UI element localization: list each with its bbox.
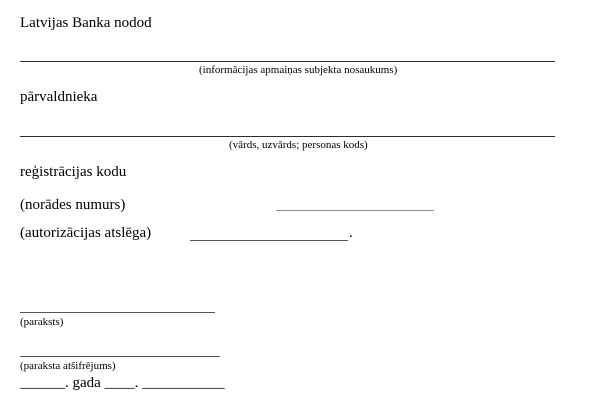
authorization-key-label: (autorizācijas atslēga)	[20, 225, 152, 241]
intro-text: Latvijas Banka nodod	[20, 15, 152, 31]
authorization-key-blank-line[interactable]	[190, 240, 348, 241]
registration-code-word: reģistrācijas kodu	[20, 164, 127, 180]
signature-transcript-blank-line[interactable]	[20, 356, 220, 357]
manager-word: pārvaldnieka	[20, 89, 98, 105]
authorization-key-terminator: .	[349, 225, 353, 241]
subject-name-blank-line[interactable]	[20, 61, 555, 62]
reference-number-label: (norādes numurs)	[20, 197, 126, 213]
signature-caption: (paraksts)	[20, 316, 64, 328]
person-name-caption: (vārds, uzvārds; personas kods)	[229, 139, 368, 151]
reference-number-blank-line[interactable]	[276, 210, 434, 211]
signature-blank-line[interactable]	[20, 312, 215, 313]
signature-transcript-caption: (paraksta atšifrējums)	[20, 360, 116, 372]
subject-name-caption: (informācijas apmaiņas subjekta nosaukums)	[199, 64, 398, 76]
date-fill-in-line[interactable]: ______. gada ____. ___________	[20, 375, 225, 391]
person-name-blank-line[interactable]	[20, 136, 555, 137]
